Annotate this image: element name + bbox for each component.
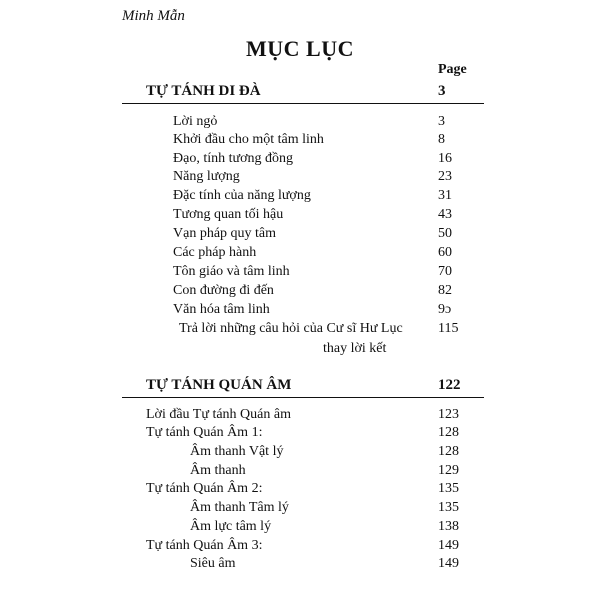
section-title: TỰ TÁNH DI ĐÀ bbox=[146, 83, 261, 99]
toc-entry-page: 138 bbox=[438, 519, 459, 534]
toc-entry-label-continued: thay lời kết bbox=[323, 341, 387, 356]
toc-entry-label: Đặc tính của năng lượng bbox=[173, 188, 311, 203]
toc-entry-label: Âm thanh Vật lý bbox=[190, 444, 284, 459]
toc-entry-label: Các pháp hành bbox=[173, 245, 257, 260]
toc-entry-label: Lời ngỏ bbox=[173, 114, 218, 129]
toc-entry-page: 43 bbox=[438, 207, 452, 222]
toc-entry-label: Năng lượng bbox=[173, 169, 240, 184]
toc-entry-page: 123 bbox=[438, 407, 459, 422]
toc-entry-label: Tôn giáo và tâm linh bbox=[173, 264, 290, 279]
toc-entry-page: 115 bbox=[438, 321, 459, 336]
toc-entry-label: Âm thanh Tâm lý bbox=[190, 500, 289, 515]
toc-entry-page: 128 bbox=[438, 425, 459, 440]
toc-entry-label: Vạn pháp quy tâm bbox=[173, 226, 277, 241]
toc-entry-page: 8 bbox=[438, 132, 445, 147]
toc-entry-label: Khởi đầu cho một tâm linh bbox=[173, 132, 324, 147]
toc-entry-label: Lời đầu Tự tánh Quán âm bbox=[146, 407, 291, 422]
toc-entry-label: Âm lực tâm lý bbox=[190, 519, 272, 534]
toc-entry-page: 16 bbox=[438, 151, 452, 166]
toc-entry-label: Đạo, tính tương đồng bbox=[173, 151, 293, 166]
section-page-number: 3 bbox=[438, 83, 446, 99]
page-column-label: Page bbox=[438, 62, 467, 77]
toc-entry-label: Tương quan tối hậu bbox=[173, 207, 284, 222]
section-underline bbox=[122, 103, 484, 104]
toc-entry-label: Con đường đi đến bbox=[173, 283, 274, 298]
toc-entry-label: Âm thanh bbox=[190, 463, 246, 478]
toc-entry-page: 135 bbox=[438, 500, 459, 515]
toc-entry-label: Tự tánh Quán Âm 1: bbox=[146, 425, 263, 440]
section-underline bbox=[122, 397, 484, 398]
toc-entry-page: 3 bbox=[438, 114, 445, 129]
toc-entry-label: Tự tánh Quán Âm 2: bbox=[146, 481, 263, 496]
page-title: MỤC LỤC bbox=[246, 36, 354, 61]
toc-entry-page: 149 bbox=[438, 556, 459, 571]
toc-entry-page: 50 bbox=[438, 226, 452, 241]
toc-entry-label: Tự tánh Quán Âm 3: bbox=[146, 538, 263, 553]
section-page-number: 122 bbox=[438, 377, 461, 393]
toc-entry-page: 60 bbox=[438, 245, 452, 260]
toc-entry-page: 128 bbox=[438, 444, 459, 459]
toc-entry-page: 135 bbox=[438, 481, 459, 496]
toc-entry-page: 31 bbox=[438, 188, 452, 203]
toc-entry-page: 129 bbox=[438, 463, 459, 478]
toc-entry-page: 82 bbox=[438, 283, 452, 298]
toc-entry-label: Siêu âm bbox=[190, 556, 236, 571]
toc-entry-page: 70 bbox=[438, 264, 452, 279]
toc-entry-label: Trả lời những câu hỏi của Cư sĩ Hư Lục bbox=[179, 321, 403, 336]
toc-entry-page: 9ɔ bbox=[438, 302, 452, 317]
section-title: TỰ TÁNH QUÁN ÂM bbox=[146, 377, 292, 393]
toc-entry-page: 23 bbox=[438, 169, 452, 184]
running-header-author: Minh Mẫn bbox=[122, 8, 185, 24]
toc-entry-label: Văn hóa tâm linh bbox=[173, 302, 270, 317]
toc-entry-page: 149 bbox=[438, 538, 459, 553]
